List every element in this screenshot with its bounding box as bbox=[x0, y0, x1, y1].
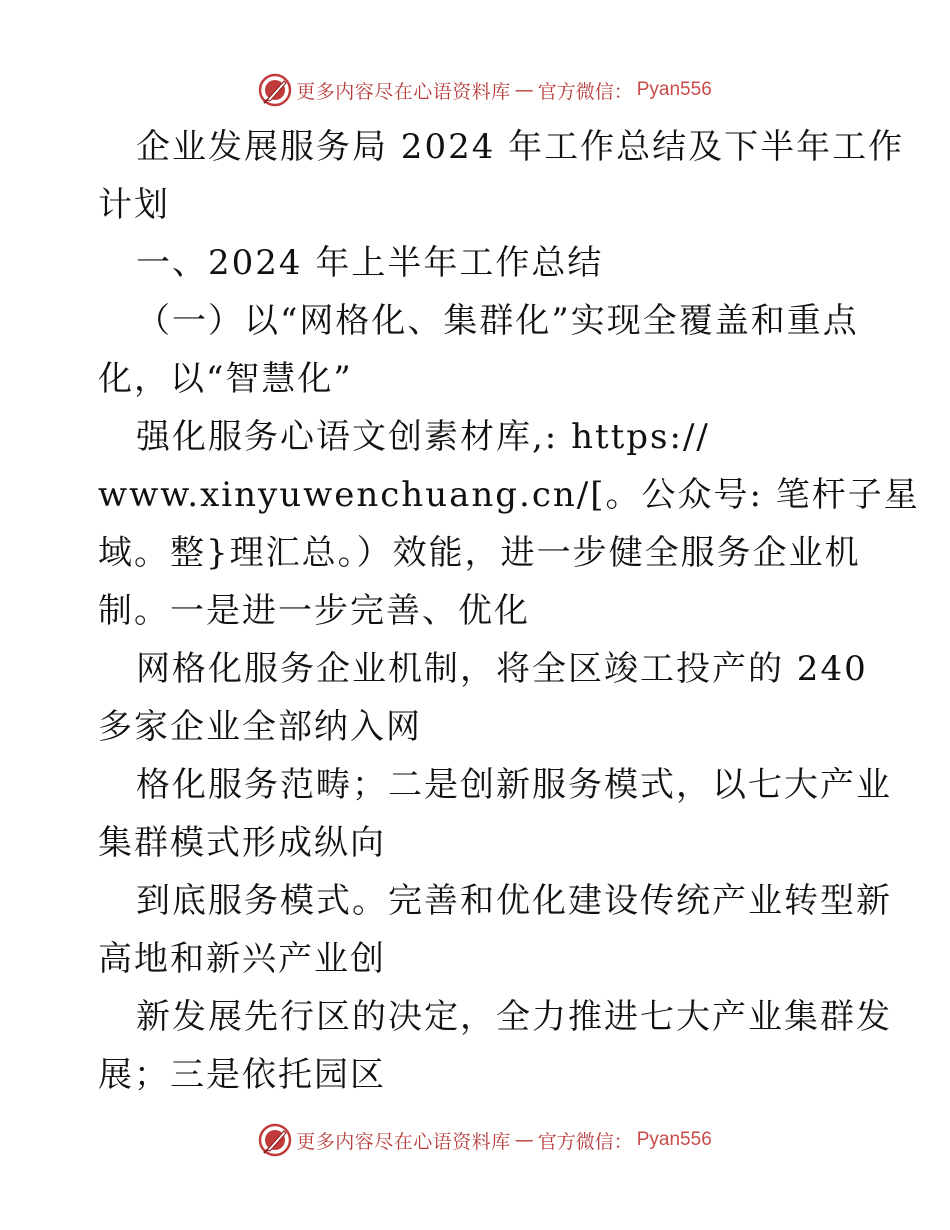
doc-line: 计划 bbox=[98, 185, 170, 225]
doc-line: www.xinyuwenchuang.cn/[。公众号: 笔杆子星 bbox=[98, 475, 920, 515]
doc-line: （一）以“网格化、集群化”实现全覆盖和重点 bbox=[136, 301, 859, 341]
red-quill-seal-icon bbox=[258, 73, 292, 107]
watermark-wechat-id: Pyan556 bbox=[636, 1129, 712, 1150]
footer-watermark bbox=[0, 1120, 950, 1160]
doc-line: 集群模式形成纵向 bbox=[98, 823, 386, 863]
doc-line: 新发展先行区的决定，全力推进七大产业集群发 bbox=[136, 997, 892, 1037]
doc-line: 到底服务模式。完善和优化建设传统产业转型新 bbox=[136, 881, 892, 921]
watermark-separator: — bbox=[514, 1129, 534, 1151]
header-watermark bbox=[0, 70, 950, 110]
watermark-group bbox=[258, 73, 712, 107]
doc-line: 多家企业全部纳入网 bbox=[98, 707, 422, 747]
doc-line: 域。整}理汇总。）效能，进一步健全服务企业机 bbox=[98, 533, 861, 573]
watermark-label: 官方微信： bbox=[537, 1130, 633, 1153]
watermark-wechat-id: Pyan556 bbox=[636, 79, 712, 100]
doc-line: 格化服务范畴；二是创新服务模式，以七大产业 bbox=[136, 765, 892, 805]
watermark-separator: — bbox=[514, 79, 534, 101]
doc-line: 企业发展服务局 2024 年工作总结及下半年工作 bbox=[136, 127, 905, 167]
document-body bbox=[98, 118, 920, 1104]
watermark-text: 更多内容尽在心语资料库 bbox=[296, 80, 511, 103]
red-quill-seal-icon bbox=[258, 1123, 292, 1157]
doc-line: 展；三是依托园区 bbox=[98, 1055, 386, 1095]
doc-line: 化，以“智慧化” bbox=[98, 359, 353, 399]
doc-line: 强化服务心语文创素材库,: https:// bbox=[136, 417, 710, 457]
watermark-label: 官方微信： bbox=[537, 80, 633, 103]
doc-line: 制。一是进一步完善、优化 bbox=[98, 591, 530, 631]
doc-line: 高地和新兴产业创 bbox=[98, 939, 386, 979]
watermark-group bbox=[258, 1123, 712, 1157]
doc-line: 一、2024 年上半年工作总结 bbox=[136, 243, 604, 283]
doc-line: 网格化服务企业机制，将全区竣工投产的 240 bbox=[136, 649, 868, 689]
watermark-text: 更多内容尽在心语资料库 bbox=[296, 1130, 511, 1153]
